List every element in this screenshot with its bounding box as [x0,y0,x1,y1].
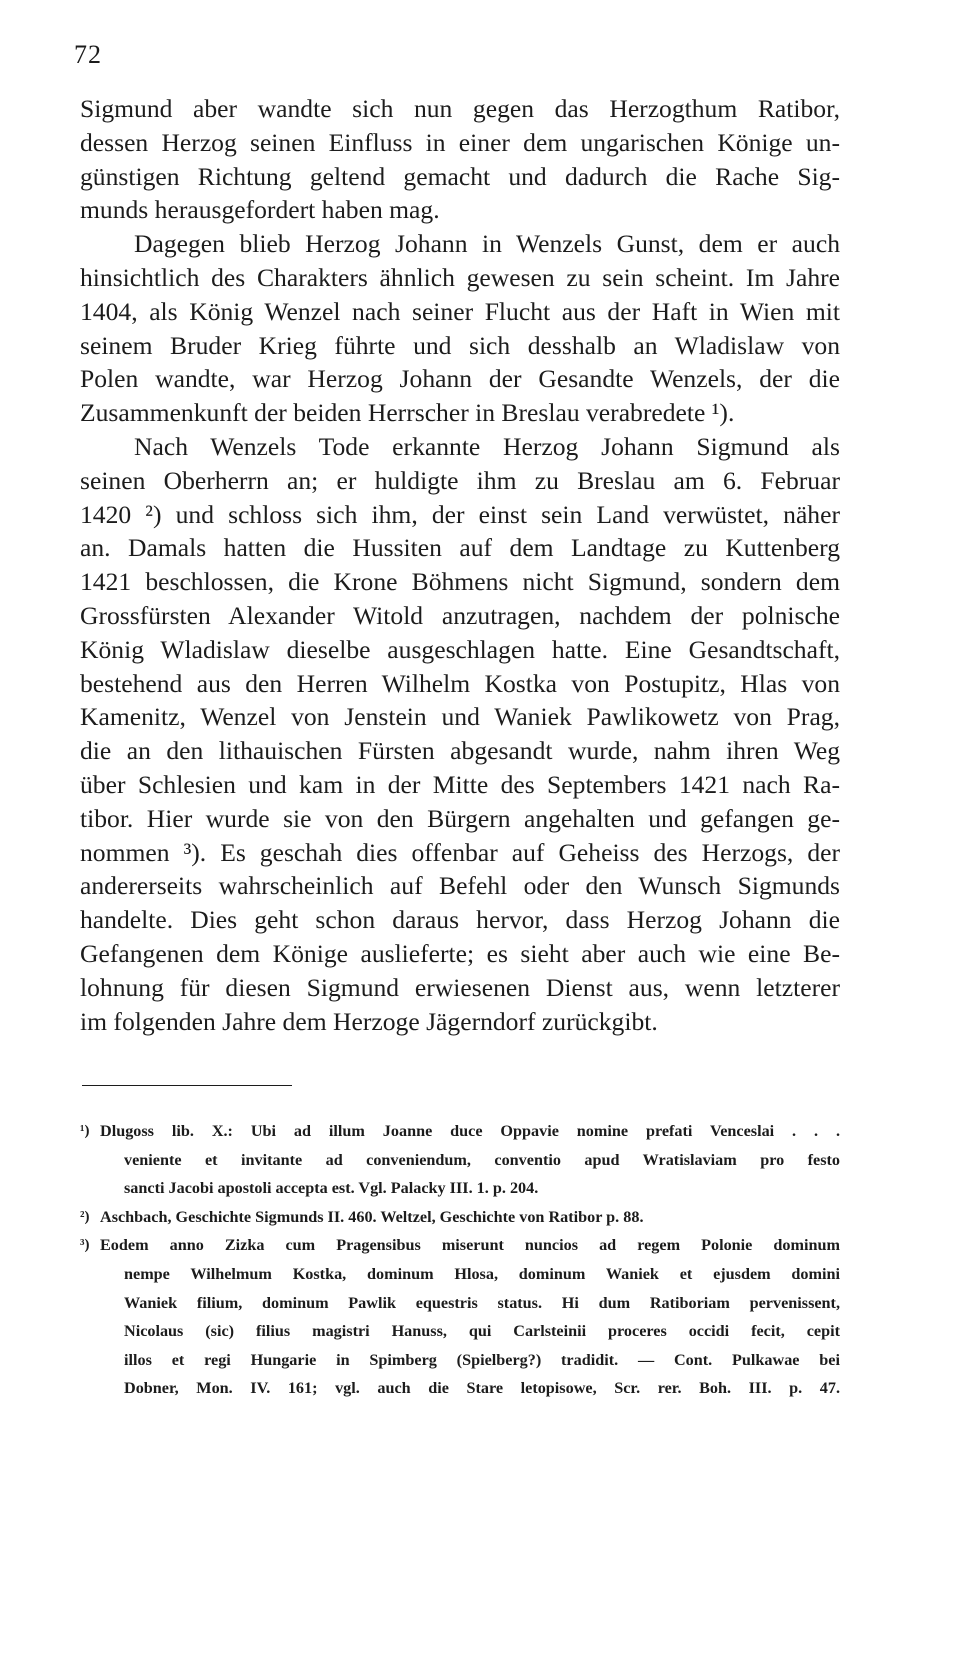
text-line: die an den lithauischen Fürsten abgesandt wurde, nahm ihren Weg [80,736,840,766]
text-line: nommen ³). Es geschah dies offenbar auf Geheiss des Herzogs, der [80,837,840,867]
text-line: Kamenitz, Wenzel von Jenstein und Waniek Pawlikowetz von Prag, [80,702,840,732]
text-line: Gefangenen dem Könige auslieferte; es sieht aber auch wie eine Be- [80,938,840,968]
text-line: 1404, als König Wenzel nach seiner Flucht aus der Haft in Wien mit [80,296,840,326]
text-line: tibor. Hier wurde sie von den Bürgern angehalten und gefangen ge- [80,803,840,833]
footnote-divider [82,1085,292,1086]
footnote-marker: ¹) [80,1123,90,1139]
footnote-line: veniente et invitante ad conveniendum, conventio apud Wratislaviam pro festo [124,1150,840,1169]
text-line: Polen wandte, war Herzog Johann der Gesandte Wenzels, der die [80,364,840,394]
footnotes [80,1117,840,1403]
footnote-line: Aschbach, Geschichte Sigmunds II. 460. Weltzel, Geschichte von Ratibor p. 88. [100,1207,644,1226]
footnote-marker: ³) [80,1237,90,1254]
text-line: Sigmund aber wandte sich nun gegen das Herzogthum Ratibor, [80,94,840,123]
footnote-line: Nicolaus (sic) filius magistri Hanuss, qui Carlsteinii proceres occidi fecit, cepit [124,1322,840,1341]
text-line: lohnung für diesen Sigmund erwiesenen Dienst aus, wenn letzterer [80,972,840,1002]
text-line: handelte. Dies geht schon daraus hervor, dass Herzog Johann die [80,905,840,935]
text-line: seinem Bruder Krieg führte und sich desshalb an Wladislaw von [80,330,840,360]
text-line: Dagegen blieb Herzog Johann in Wenzels Gunst, dem er auch [134,229,840,259]
footnote-line: Dobner, Mon. IV. 161; vgl. auch die Stare letopisowe, Scr. rer. Boh. III. p. 47. [124,1379,840,1398]
text-line: hinsichtlich des Charakters ähnlich gewesen zu sein scheint. Im Jahre [80,262,840,292]
text-line: seinen Oberherrn an; er huldigte ihm zu Breslau am 6. Februar [80,465,840,495]
text-line: über Schlesien und kam in der Mitte des Septembers 1421 nach Ra- [80,769,840,799]
text-line: an. Damals hatten die Hussiten auf dem Landtage zu Kuttenberg [80,533,840,563]
main-text [80,92,840,1038]
footnote-line: illos et regi Hungarie in Spimberg (Spielberg?) tradidit. — Cont. Pulkawae bei [124,1350,840,1369]
page-number: 72 [74,40,102,69]
text-line: munds herausgefordert haben mag. [80,195,440,225]
footnote-line: Dlugoss lib. X.: Ubi ad illum Joanne duce Oppavie nomine prefati Venceslai . . . [100,1122,840,1140]
text-line: König Wladislaw dieselbe ausgeschlagen hatte. Eine Gesandtschaft, [80,634,840,664]
footnote-3 [80,1231,840,1403]
text-line: im folgenden Jahre dem Herzoge Jägerndorf zurückgibt. [80,1006,658,1036]
text-line: 1420 ²) und schloss sich ihm, der einst sein Land verwüstet, näher [80,499,840,529]
footnote-line: Waniek filium, dominum Pawlik equestris status. Hi dum Ratiboriam pervenissent, [124,1293,840,1312]
text-line: Zusammenkunft der beiden Herrscher in Breslau verabredete ¹). [80,398,735,428]
text-line: 1421 beschlossen, die Krone Böhmens nicht Sigmund, sondern dem [80,567,840,597]
text-line: günstigen Richtung geltend gemacht und dadurch die Rache Sig- [80,161,840,191]
footnote-line: sancti Jacobi apostoli accepta est. Vgl. Palacky III. 1. p. 204. [124,1179,539,1198]
footnote-1 [80,1117,840,1203]
footnote-marker: ²) [80,1208,90,1225]
footnote-2 [80,1203,840,1232]
footnote-line: nempe Wilhelmum Kostka, dominum Hlosa, dominum Waniek et ejusdem domini [124,1264,840,1283]
text-line: Nach Wenzels Tode erkannte Herzog Johann Sigmund als [134,431,840,461]
text-line: bestehend aus den Herren Wilhelm Kostka von Postupitz, Hlas von [80,668,840,698]
text-line: dessen Herzog seinen Einfluss in einer dem ungarischen Könige un- [80,127,840,157]
text-line: Grossfürsten Alexander Witold anzutragen, nachdem der polnische [80,600,840,630]
text-line: andererseits wahrscheinlich auf Befehl oder den Wunsch Sigmunds [80,871,840,901]
footnote-line: Eodem anno Zizka cum Pragensibus miserunt nuncios ad regem Polonie dominum [100,1236,840,1255]
